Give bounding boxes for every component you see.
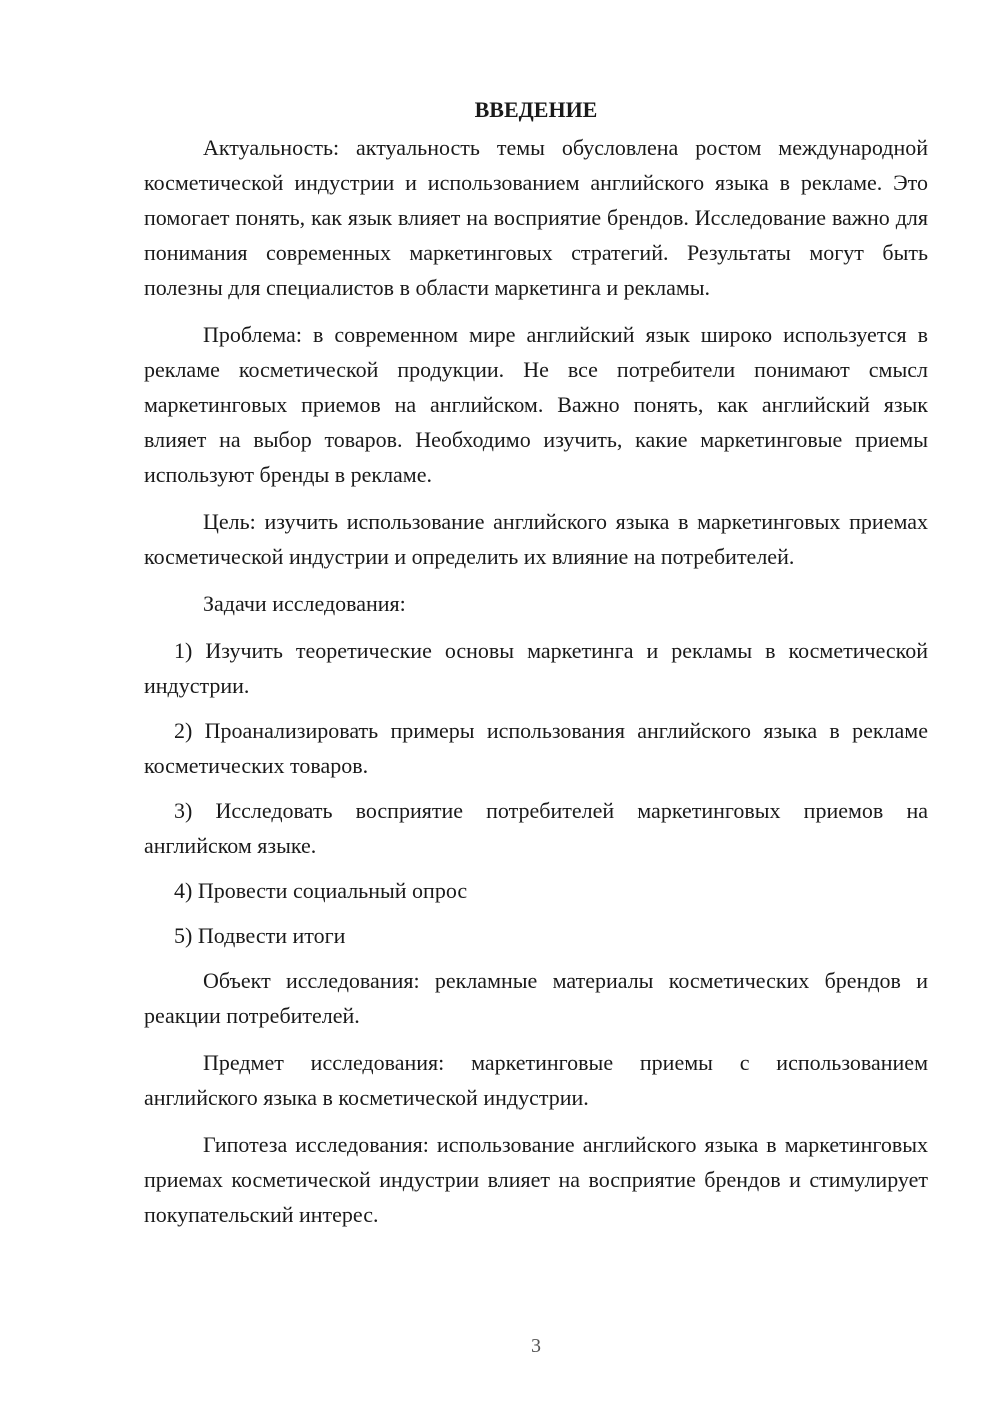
- page-number: 3: [531, 1335, 541, 1357]
- task-item-4: 4) Провести социальный опрос: [174, 878, 468, 903]
- relevance-paragraph: Актуальность: актуальность темы обусловлена ростом международной косметической индустрии и использованием английского языка в рекламе. Это помогает понять, как язык влияет на восприятие брендов. Исследование важно для понимания современных маркетинговых стратегий. Результаты могут быть полезны для специалистов в области маркетинга и рекламы.: [144, 135, 928, 300]
- problem-paragraph: Проблема: в современном мире английский язык широко используется в рекламе косметической продукции. Не все потребители понимают смысл маркетинговых приемов на английском. Важно понять, как английский язык влияет на выбор товаров. Необходимо изучить, какие маркетинговые приемы используют бренды в рекламе.: [144, 322, 928, 487]
- document-body: [144, 92, 928, 1244]
- object-paragraph: Объект исследования: рекламные материалы косметических брендов и реакции потребителей.: [144, 968, 928, 1028]
- section-title: ВВЕДЕНИЕ: [474, 97, 598, 122]
- goal-paragraph: Цель: изучить использование английского языка в маркетинговых приемах косметической индустрии и определить их влияние на потребителей.: [144, 509, 928, 569]
- subject-paragraph: Предмет исследования: маркетинговые приемы с использованием английского языка в косметической индустрии.: [144, 1050, 928, 1110]
- tasks-heading: Задачи исследования:: [203, 591, 406, 616]
- task-item-1: 1) Изучить теоретические основы маркетинга и рекламы в косметической индустрии.: [144, 638, 928, 698]
- task-item-3: 3) Исследовать восприятие потребителей маркетинговых приемов на английском языке.: [144, 798, 928, 858]
- hypothesis-paragraph: Гипотеза исследования: использование английского языка в маркетинговых приемах косметической индустрии влияет на восприятие брендов и стимулирует покупательский интерес.: [144, 1132, 928, 1227]
- task-item-2: 2) Проанализировать примеры использования английского языка в рекламе косметических товаров.: [144, 718, 928, 778]
- task-item-5: 5) Подвести итоги: [174, 923, 346, 948]
